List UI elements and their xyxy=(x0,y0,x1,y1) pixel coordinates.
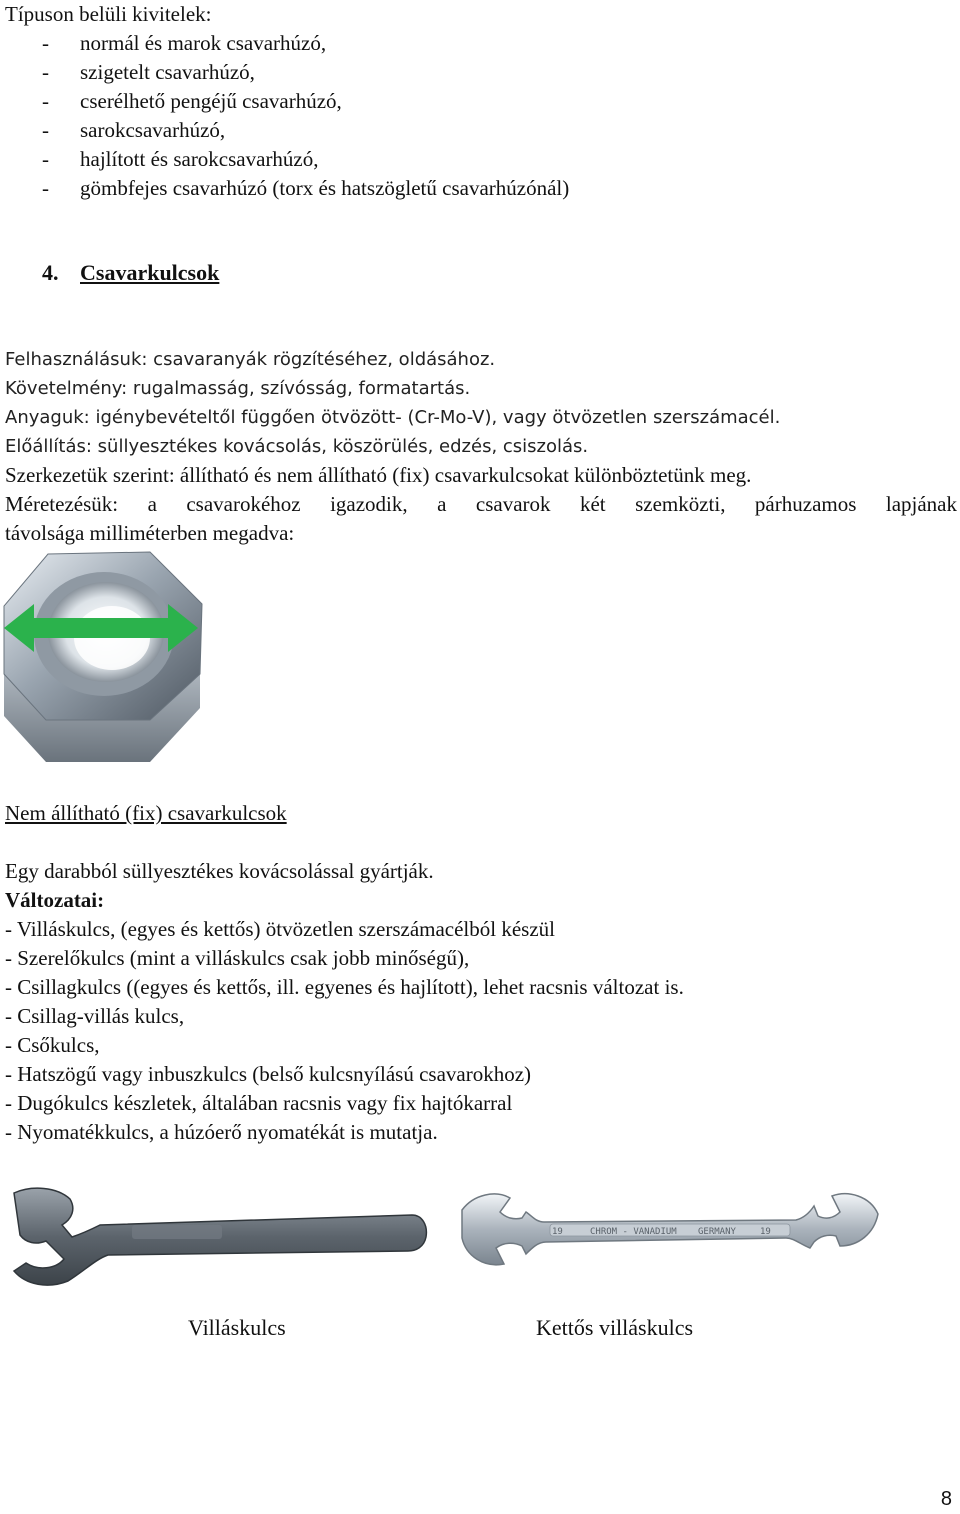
prop-structure: Szerkezetük szerint: állítható és nem állítható (fix) csavarkulcsokat különböztetünk meg. xyxy=(5,463,752,487)
type-item: - Csillag-villás kulcs, xyxy=(5,1004,185,1028)
type-item: - Szerelőkulcs (mint a villáskulcs csak jobb minőségű), xyxy=(5,946,470,970)
dash: - xyxy=(42,118,49,142)
list-item xyxy=(42,87,49,116)
prop-material: Anyaguk: igénybevételtől függően ötvözött- (Cr-Mo-V), vagy ötvözetlen szerszámacél. xyxy=(5,407,781,428)
wrench-size-left: 19 xyxy=(552,1227,563,1237)
list-item xyxy=(42,174,49,203)
list-item xyxy=(42,145,49,174)
double-wrench-image xyxy=(460,1188,880,1278)
sizing-line-1: Méretezésük: a csavarokéhoz igazodik, a csavarok két szemközti, párhuzamos lapjának xyxy=(5,492,957,516)
list-item-text: normál és marok csavarhúzó, xyxy=(80,31,327,55)
list-item-text: gömbfejes csavarhúzó (torx és hatszögletű csavarhúzónál) xyxy=(80,176,570,200)
list-item-text: sarokcsavarhúzó, xyxy=(80,118,226,142)
type-item: - Csőkulcs, xyxy=(5,1033,100,1057)
list-item xyxy=(42,116,49,145)
type-item: - Hatszögű vagy inbuszkulcs (belső kulcsnyílású csavarokhoz) xyxy=(5,1062,532,1086)
list-item-text: szigetelt csavarhúzó, xyxy=(80,60,255,84)
list-item-text: hajlított és sarokcsavarhúzó, xyxy=(80,147,319,171)
prop-production: Előállítás: süllyesztékes kovácsolás, köszörülés, edzés, csiszolás. xyxy=(5,436,589,457)
dash: - xyxy=(42,89,49,113)
intro-label: Típuson belüli kivitelek: xyxy=(5,2,212,26)
type-item: - Nyomatékkulcs, a húzóerő nyomatékát is mutatja. xyxy=(5,1120,438,1144)
dash: - xyxy=(42,147,49,171)
caption-double-wrench: Kettős villáskulcs xyxy=(536,1315,694,1340)
list-item xyxy=(42,29,49,58)
type-item: - Dugókulcs készletek, általában racsnis vagy fix hajtókarral xyxy=(5,1091,513,1115)
section-number: 4. xyxy=(42,260,59,285)
wrench-brand: CHROM - VANADIUM xyxy=(590,1227,677,1237)
list-item-text: cserélhető pengéjű csavarhúzó, xyxy=(80,89,342,113)
list-item xyxy=(42,58,49,87)
section-title: Csavarkulcsok xyxy=(80,260,220,285)
section-heading xyxy=(42,258,219,288)
prop-usage: Felhasználásuk: csavaranyák rögzítéséhez, oldásához. xyxy=(5,349,496,370)
dash: - xyxy=(42,60,49,84)
wrench-country: GERMANY xyxy=(698,1227,736,1237)
fixed-wrench-desc: Egy darabból süllyesztékes kovácsolással gyártják. xyxy=(5,859,434,883)
type-item: - Csillagkulcs ((egyes és kettős, ill. egyenes és hajlított), lehet racsnis változat is. xyxy=(5,975,684,999)
hex-nut-image xyxy=(0,548,210,770)
page-number: 8 xyxy=(940,1488,952,1510)
prop-requirement: Követelmény: rugalmasság, szívósság, formatartás. xyxy=(5,378,471,399)
dash: - xyxy=(42,176,49,200)
dash: - xyxy=(42,31,49,55)
wrench-size-right: 19 xyxy=(760,1227,771,1237)
variants-label: Változatai: xyxy=(5,888,105,912)
fixed-wrench-heading: Nem állítható (fix) csavarkulcsok xyxy=(5,801,287,825)
type-item: - Villáskulcs, (egyes és kettős) ötvözetlen szerszámacélból készül xyxy=(5,917,555,941)
caption-single-wrench: Villáskulcs xyxy=(188,1315,286,1340)
single-wrench-image xyxy=(12,1185,432,1290)
sizing-line-2: távolsága milliméterben megadva: xyxy=(5,521,295,545)
